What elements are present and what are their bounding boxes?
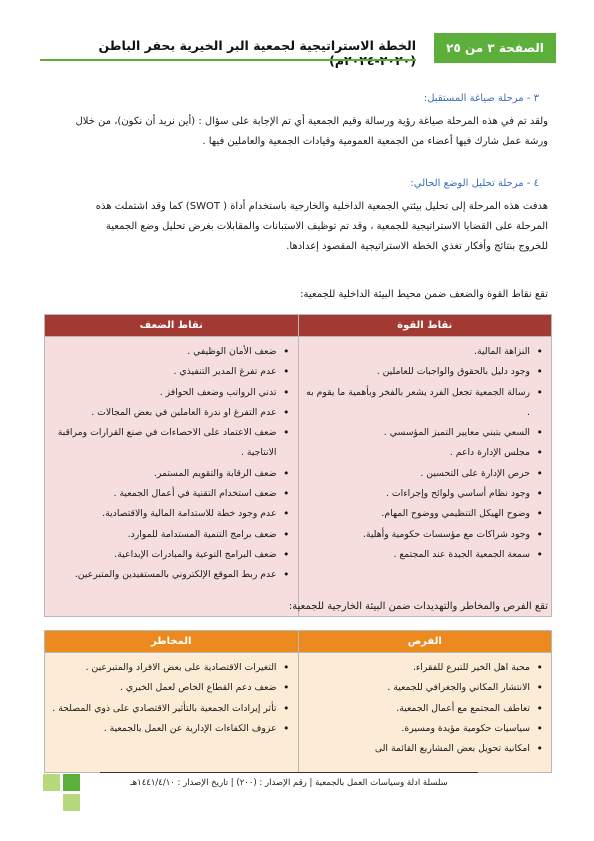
document-title: الخطة الاستراتيجية لجمعية البر الخيرية بحفر الباطن (٢٠٢٠-٢٠٢٤م) (98, 38, 416, 68)
list-item: • ضعف الأمان الوظيفي . (49, 342, 277, 362)
strengths-list (303, 342, 544, 565)
list-item: • محبة اهل الخير للتبرع للفقراء. (303, 658, 531, 678)
opportunities-cell (298, 653, 552, 773)
opportunities-list (303, 658, 544, 759)
threats-cell (45, 653, 299, 773)
weaknesses-cell (45, 337, 299, 617)
external-environment-caption: تقع الفرص والمخاطر والتهديدات ضمن البيئة الخارجية للجمعية: (288, 601, 548, 612)
threats-list (49, 658, 290, 739)
decorative-square (43, 774, 60, 791)
list-item: • تعاطف المجتمع مع أعمال الجمعية. (303, 699, 531, 719)
section-4-paragraph (42, 197, 548, 257)
list-item: • ضعف دعم القطاع الخاص لعمل الخيري . (49, 678, 277, 698)
opportunities-header: الفرص (298, 631, 552, 653)
paragraph-line: هدفت هذه المرحلة إلى تحليل بيئتي الجمعية الداخلية والخارجية باستخدام أداة ( SWOT) كما وقد اشتملت هذه (95, 201, 548, 212)
list-item: • سياسيات حكومية مؤيدة ومسيرة. (303, 719, 531, 739)
list-item: • النزاهة المالية. (303, 342, 531, 362)
list-item: • عدم التفرغ او ندرة العاملين في بعض المجالات . (49, 403, 277, 423)
list-item: • سمعة الجمعية الجيدة عند المجتمع . (303, 545, 531, 565)
strengths-header: نقاط القوة (298, 315, 552, 337)
list-item: • عدم تفرغ المدير التنفيذي . (49, 362, 277, 382)
list-item: • السعي بتبني معايير التميز المؤسسي . (303, 423, 531, 443)
strengths-cell (298, 337, 552, 617)
list-item: • امكانية تحويل بعض المشاريع القائمة الى (303, 739, 531, 759)
list-item: • الانتشار المكاني والجغرافي للجمعية . (303, 678, 531, 698)
list-item: • ضعف برامج التنمية المستدامة للموارد. (49, 525, 277, 545)
decorative-square (63, 794, 80, 811)
threats-header: المخاطر (45, 631, 299, 653)
internal-environment-caption: تقع نقاط القوة والضعف ضمن محيط البيئة الداخلية للجمعية: (300, 289, 548, 300)
paragraph-line: المرحلة على القضايا الاستراتيجية للجمعية ، وقد تم توظيف الاستبانات والمقابلات بغرض تحليل وضع الجمعية (105, 221, 548, 232)
list-item: • عدم ربط الموقع الإلكتروني بالمستفيدين والمتبرعين. (49, 565, 277, 585)
footer-rule (100, 772, 478, 773)
paragraph-line: للخروج بنتائج وأفكار تغذي الخطة الاستراتيجية المقصود إعدادها. (286, 241, 548, 252)
list-item: • عزوف الكفاءات الإدارية عن العمل بالجمعية . (49, 719, 277, 739)
list-item: • وجود نظام أساسي ولوائح وإجراءات . (303, 484, 531, 504)
weaknesses-list (49, 342, 290, 586)
opportunities-threats-table (44, 630, 552, 773)
list-item: • تأثر إيرادات الجمعية بالتأثير الاقتصادي على ذوي المصلحة . (49, 699, 277, 719)
strengths-weaknesses-table (44, 314, 552, 617)
list-item: • وجود شراكات مع مؤسسات حكومية وأهلية. (303, 525, 531, 545)
list-item: • ضعف الرقابة والتقويم المستمر. (49, 464, 277, 484)
footer-text: سلسلة ادلة وسياسات العمل بالجمعية | رقم الإصدار : (٢٠٠) | تاريخ الإصدار : ١٤٤١/٤/١٠هـ (130, 778, 448, 788)
list-item: • عدم وجود خطة للاستدامة المالية والاقتصادية. (49, 504, 277, 524)
section-4-heading: ٤ - مرحلة تحليل الوضع الحالي: (410, 178, 539, 189)
list-item: • مجلس الإدارة داعم . (303, 443, 531, 463)
paragraph-line: ولقد تم في هذه المرحلة صياغة رؤية ورسالة وقيم الجمعية أي تم الإجابة على سؤال : (أين نريد أن نكون)، من خلال (75, 116, 548, 127)
list-item: • ضعف البرامج النوعية والمبادرات الإبداعية. (49, 545, 277, 565)
decorative-square (63, 774, 80, 791)
page-header (40, 33, 556, 68)
list-item: • التغيرات الاقتصادية على بعض الافراد والمتبرعين . (49, 658, 277, 678)
weaknesses-header: نقاط الضعف (45, 315, 299, 337)
section-3-heading: ٣ - مرحلة صياغة المستقبل: (423, 93, 539, 104)
list-item: • وجود دليل بالحقوق والواجبات للعاملين . (303, 362, 531, 382)
list-item: • حرص الإدارة على التحسين . (303, 464, 531, 484)
list-item: • ضعف استخدام التقنية في أعمال الجمعية . (49, 484, 277, 504)
page-number-badge: الصفحة ٣ من ٢٥ (434, 33, 556, 63)
header-rule (40, 59, 416, 61)
section-3-paragraph (42, 112, 548, 152)
list-item: • ضعف الاعتماد على الاحصاءات في صنع القرارات ومراقبة الانتاجية . (49, 423, 277, 464)
list-item: • تدني الرواتب وضعف الحوافز . (49, 383, 277, 403)
list-item: • وضوح الهيكل التنظيمي ووضوح المهام. (303, 504, 531, 524)
paragraph-line: ورشة عمل شارك فيها أعضاء من الجمعية العمومية وقيادات الجمعية والعاملين فيها . (202, 136, 548, 147)
list-item: • رسالة الجمعية تجعل الفرد يشعر بالفخر وبأهمية ما يقوم به . (303, 383, 531, 424)
